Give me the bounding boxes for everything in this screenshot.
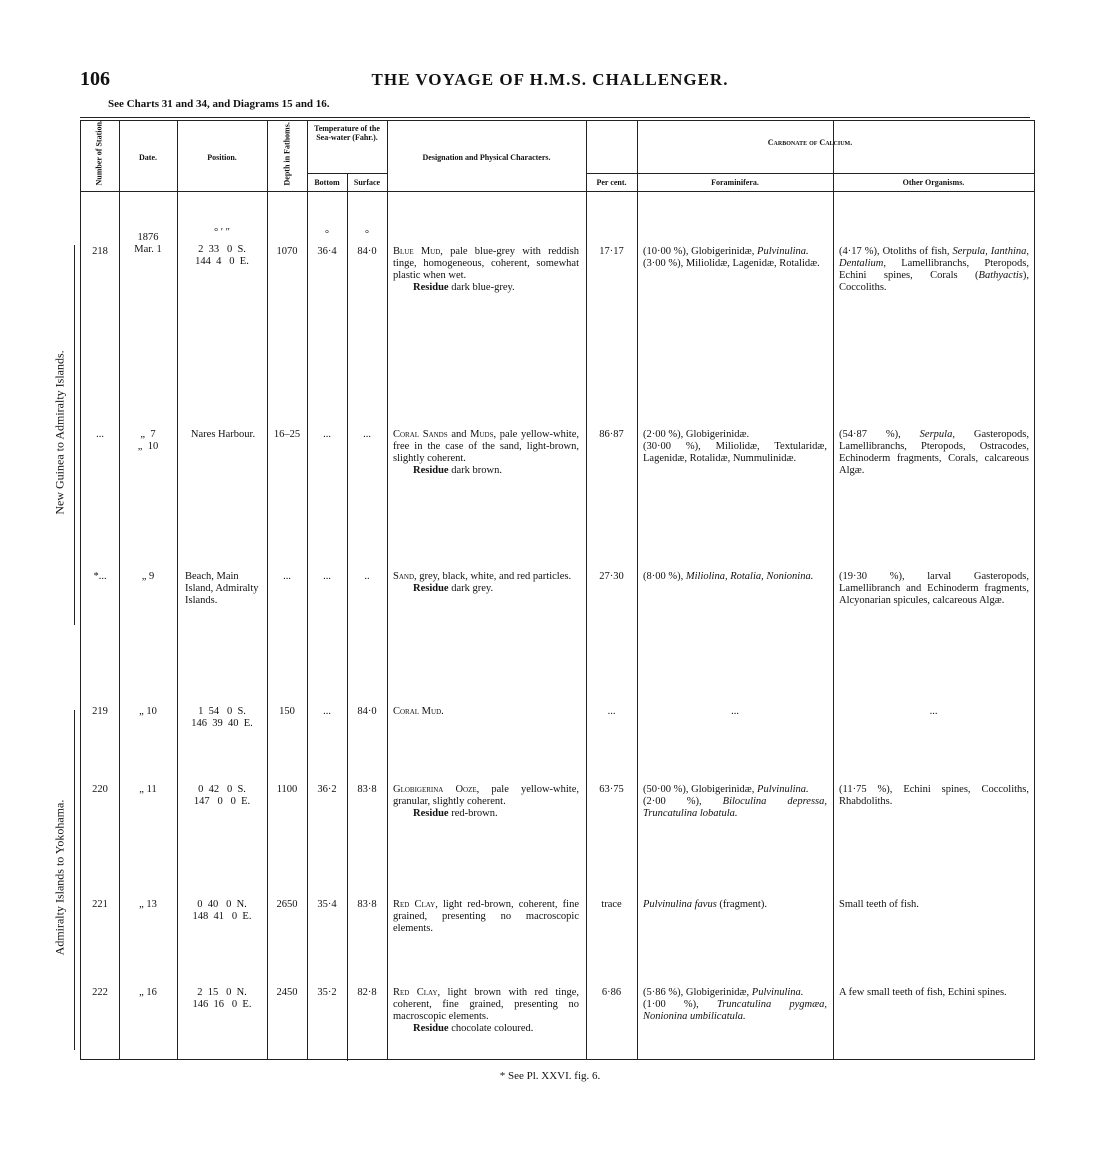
row-percent: trace xyxy=(601,899,622,910)
row-temp-surface: 82·8 xyxy=(357,987,377,998)
row-year: 1876 xyxy=(137,232,159,243)
other-text: ), Coccoliths. xyxy=(839,270,1029,293)
row-other-organisms: A few small teeth of fish, Echini spines. xyxy=(839,987,1007,998)
row-position-lat: 2 33 0 S. xyxy=(198,244,246,255)
row-depth: 150 xyxy=(279,706,295,717)
row-position-lon: 146 16 0 E. xyxy=(192,999,252,1010)
degree-mark: ° xyxy=(325,229,329,240)
col-line xyxy=(637,121,638,1059)
row-position-lon: 144 4 0 E. xyxy=(195,256,249,267)
row-station: 219 xyxy=(92,706,108,717)
row-temp-bottom: ... xyxy=(323,429,331,440)
row-depth: 1070 xyxy=(276,246,298,257)
other-text: (4·17 %), Otoliths of fish, xyxy=(839,246,953,257)
row-station: ... xyxy=(96,429,104,440)
row-temp-surface: 84·0 xyxy=(357,246,377,257)
residue-text: dark blue-grey. xyxy=(448,282,515,293)
row-temp-surface: 83·8 xyxy=(357,899,377,910)
designation-name: Red Clay xyxy=(393,899,436,910)
row-temp-bottom: 36·2 xyxy=(317,784,337,795)
residue-text: dark brown. xyxy=(448,465,502,476)
row-temp-surface: ... xyxy=(363,429,371,440)
row-station: 222 xyxy=(92,987,108,998)
group2-brace xyxy=(74,710,75,1050)
foram-text: (3·00 %), Miliolidæ, Lagenidæ, Rotalidæ. xyxy=(643,258,820,269)
row-position-lat: 0 42 0 S. xyxy=(198,784,246,795)
col-line xyxy=(586,121,587,1059)
header-carbonate: Carbonate of Calcium. xyxy=(767,138,853,147)
carbonate-split-h xyxy=(586,173,1034,174)
header-position: Position. xyxy=(207,153,237,162)
col-line xyxy=(119,121,120,1059)
header-other: Other Organisms. xyxy=(902,178,965,187)
row-foraminifera: ... xyxy=(731,706,739,717)
col-line xyxy=(267,121,268,1059)
designation-text: and xyxy=(447,429,471,440)
row-date: „ 11 xyxy=(139,784,157,795)
row-temp-surface: 84·0 xyxy=(357,706,377,717)
temp-split xyxy=(347,173,348,1061)
row-depth: ... xyxy=(283,571,291,582)
other-text: Gasteropods, Lamellibranchs, Pteropods, Ostracodes, Echinoderm fragments, Corals, calcareous Algæ. xyxy=(839,429,1029,476)
row-date: „ 10 xyxy=(139,706,157,717)
foram-italic: Pulvinulina. xyxy=(757,246,809,257)
row-position-units: ° ′ ″ xyxy=(213,227,231,238)
row-position: Beach, Main Island, Admiralty Islands. xyxy=(185,571,259,606)
designation-text: , grey, black, white, and red particles. xyxy=(414,571,572,582)
residue-label: Residue xyxy=(413,808,449,819)
foram-text: (5·86 %), Globigerinidæ, xyxy=(643,987,752,998)
designation-text: , pale yellow-white, free in the case of the sand, light-brown, slightly coherent. xyxy=(393,429,579,464)
row-depth: 2450 xyxy=(276,987,298,998)
foram-text: (1·00 %), xyxy=(643,999,717,1010)
header-bottom-temp: Bottom xyxy=(314,178,340,187)
header-foraminifera: Foraminifera. xyxy=(711,178,759,187)
designation-name: Blue Mud xyxy=(393,246,441,257)
row-designation xyxy=(393,706,579,718)
designation-name: Sand xyxy=(393,571,415,582)
side-label-group1: New Guinea to Admiralty Islands. xyxy=(52,350,67,515)
row-temp-bottom: ... xyxy=(323,571,331,582)
row-other-organisms: Small teeth of fish. xyxy=(839,899,919,910)
designation-text: , pale yellow-white, granular, slightly coherent. xyxy=(393,784,580,807)
row-date: „ 9 xyxy=(141,571,155,582)
row-position-lon: 146 39 40 E. xyxy=(191,718,253,729)
other-italic: Serpula, Ianthina, Dentalium, xyxy=(839,246,1029,269)
foram-italic: Truncatulina pygmæa, Nonionina umbilicatula. xyxy=(643,999,827,1022)
foram-italic: Pulvinulina. xyxy=(757,784,809,795)
foram-text: (fragment). xyxy=(716,899,767,910)
designation-name: Red Clay xyxy=(393,987,438,998)
footnote: * See Pl. XXVI. fig. 6. xyxy=(499,1070,601,1082)
foram-text: (30·00 %), Miliolidæ, Textularidæ, Lagenidæ, Rotalidæ, Nummulinidæ. xyxy=(643,441,827,464)
designation-text: , light red-brown, coherent, fine grained, presenting no macroscopic elements. xyxy=(393,899,579,934)
row-percent: 17·17 xyxy=(599,246,624,257)
designation-text: , light brown with red tinge, coherent, fine grained, presenting no macroscopic elements. xyxy=(393,987,579,1022)
row-depth: 2650 xyxy=(276,899,298,910)
residue-label: Residue xyxy=(413,465,449,476)
col-line xyxy=(833,121,834,1059)
header-date: Date. xyxy=(139,153,157,162)
foram-italic: Pulvinulina favus xyxy=(643,899,717,910)
row-designation xyxy=(393,899,579,935)
foram-text: (10·00 %), Globigerinidæ, xyxy=(643,246,758,257)
residue-label: Residue xyxy=(413,1023,449,1034)
temp-split-h xyxy=(307,173,387,174)
row-temp-bottom: 35·4 xyxy=(317,899,337,910)
row-other-organisms xyxy=(839,429,1029,477)
foram-text: (8·00 %), xyxy=(643,571,686,582)
header-temperature: Temperature of the Sea-water (Fahr.). xyxy=(314,124,380,142)
row-position-lat: 1 54 0 S. xyxy=(198,706,246,717)
row-date: „ 13 xyxy=(139,899,157,910)
other-text: (54·87 %), xyxy=(839,429,920,440)
header-depth: Depth in Fathoms. xyxy=(282,122,292,186)
row-percent: 27·30 xyxy=(599,571,624,582)
row-other-organisms: (19·30 %), larval Gasteropods, Lamellibranch and Echinoderm fragments, Alcyonarian spicules, calcareous Algæ. xyxy=(839,571,1029,606)
row-other-organisms: (11·75 %), Echini spines, Coccoliths, Rhabdoliths. xyxy=(839,784,1029,807)
row-station: 220 xyxy=(92,784,108,795)
row-other-organisms: ... xyxy=(929,706,938,717)
top-rule xyxy=(80,117,1030,118)
header-percent: Per cent. xyxy=(596,178,627,187)
residue-label: Residue xyxy=(413,583,449,594)
header-bottom xyxy=(81,191,1034,192)
side-label-group2: Admiralty Islands to Yokohama. xyxy=(52,799,67,956)
degree-mark: ° xyxy=(365,229,369,240)
row-foraminifera xyxy=(643,429,827,465)
page-title: THE VOYAGE OF H.M.S. CHALLENGER. xyxy=(371,70,729,89)
foram-italic: Pulvinulina. xyxy=(751,987,804,998)
col-line xyxy=(387,121,388,1059)
row-position-lon: 147 0 0 E. xyxy=(193,796,251,807)
row-percent: ... xyxy=(607,706,616,717)
sediment-table xyxy=(80,120,1035,1060)
row-depth: 1100 xyxy=(276,784,298,795)
row-position-lat: 0 40 0 N. xyxy=(197,899,247,910)
col-line xyxy=(307,121,308,1059)
row-percent: 86·87 xyxy=(599,429,624,440)
designation-text: , pale blue-grey with reddish tinge, homogeneous, coherent, somewhat plastic when wet. xyxy=(393,246,579,281)
row-designation xyxy=(393,571,579,595)
foram-text: (50·00 %), Globigerinidæ, xyxy=(643,784,758,795)
row-designation xyxy=(393,987,579,1035)
row-position-lon: 148 41 0 E. xyxy=(192,911,252,922)
other-text: Lamellibranchs, Pteropods, Echini spines, Corals ( xyxy=(839,258,1029,281)
page-number: 106 xyxy=(80,68,110,90)
header-designation: Designation and Physical Characters. xyxy=(422,153,551,162)
row-designation xyxy=(393,429,579,477)
residue-text: dark grey. xyxy=(448,583,494,594)
residue-text: red-brown. xyxy=(448,808,498,819)
row-temp-bottom: ... xyxy=(323,706,331,717)
foram-italic: Miliolina, Rotalia, Nonionina. xyxy=(685,571,814,582)
residue-text: chocolate coloured. xyxy=(448,1023,534,1034)
row-position: Nares Harbour. xyxy=(190,429,256,440)
row-temp-bottom: 35·2 xyxy=(317,987,337,998)
charts-note: See Charts 31 and 34, and Diagrams 15 and 16. xyxy=(108,98,330,110)
designation-name: Globigerina Ooze xyxy=(393,784,477,795)
row-depth: 16–25 xyxy=(273,429,301,440)
designation-name: Muds xyxy=(470,429,494,440)
row-temp-bottom: 36·4 xyxy=(317,246,337,257)
row-foraminifera xyxy=(643,571,827,583)
row-designation xyxy=(393,246,579,294)
designation-text: . xyxy=(441,706,444,717)
row-temp-surface: 83·8 xyxy=(357,784,377,795)
row-station: *... xyxy=(93,571,107,582)
row-foraminifera xyxy=(643,784,827,820)
row-date: „ 7 „ 10 xyxy=(137,429,159,452)
row-percent: 6·86 xyxy=(601,987,622,998)
group1-brace xyxy=(74,245,75,625)
row-foraminifera xyxy=(643,246,827,270)
row-station: 218 xyxy=(92,246,108,257)
residue-label: Residue xyxy=(413,282,449,293)
header-surface-temp: Surface xyxy=(353,178,381,187)
row-percent: 63·75 xyxy=(599,784,624,795)
row-date: Mar. 1 xyxy=(134,244,162,255)
header-station: Number of Station. xyxy=(94,120,104,186)
other-italic: Bathyactis xyxy=(978,270,1023,281)
row-other-organisms xyxy=(839,246,1029,294)
foram-italic: Biloculina depressa, Truncatulina lobatula. xyxy=(643,796,827,819)
row-position-lat: 2 15 0 N. xyxy=(197,987,247,998)
designation-name: Coral Mud xyxy=(393,706,442,717)
row-foraminifera xyxy=(643,987,827,1023)
row-station: 221 xyxy=(92,899,108,910)
row-foraminifera xyxy=(643,899,827,911)
foram-text: (2·00 %), xyxy=(643,796,723,807)
other-italic: Serpula, xyxy=(919,429,955,440)
row-designation xyxy=(393,784,579,820)
designation-name: Coral Sands xyxy=(393,429,448,440)
row-temp-surface: .. xyxy=(364,571,370,582)
foram-text: (2·00 %), Globigerinidæ. xyxy=(643,429,750,440)
row-date: „ 16 xyxy=(139,987,157,998)
